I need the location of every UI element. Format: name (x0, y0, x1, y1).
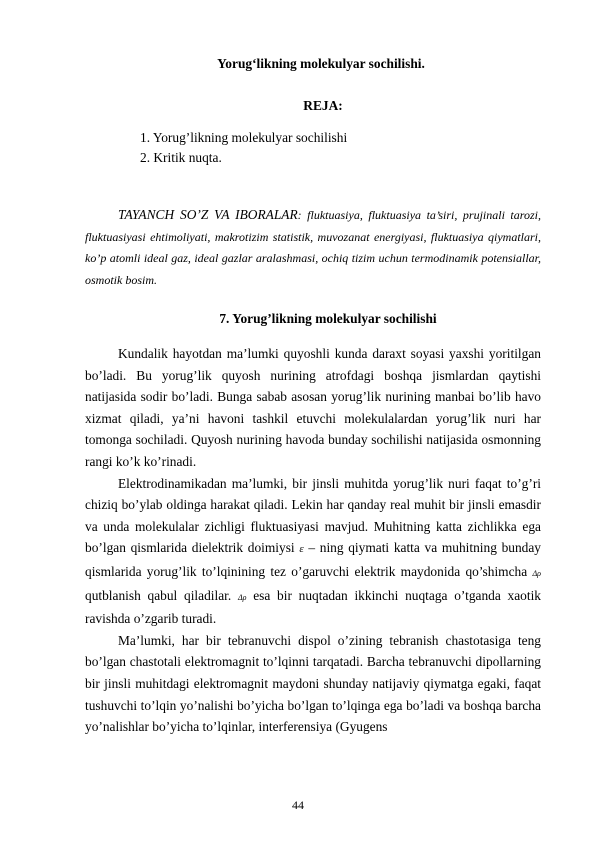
paragraph-2-text-c: qutblanish qabul qiladilar. (85, 587, 238, 603)
epsilon-symbol: ε (299, 543, 304, 556)
delta-rho-symbol: Δρ (237, 592, 247, 602)
delta-rho-symbol: Δρ (532, 568, 541, 578)
body-text (85, 343, 541, 738)
plan-list (140, 128, 347, 168)
keywords-block (85, 204, 541, 291)
plan-heading: REJA: (303, 98, 343, 113)
section-title: 7. Yorug’likning molekulyar sochilishi (219, 311, 437, 326)
paragraph-2-text-a: Elektrodinamikadan ma’lumki, bir jinsli muhitda yorug’lik nuri faqat to’g’ri chiziq bo’ylab oldinga harakat qiladi. Lekin har qanday real muhit bir jinsli emasdir va unda molekulalar zichligi fluktuasiyasi mavjud. Muhitning katta zichlikka ega bo’lgan qismlarida dielektrik doimiysi (85, 475, 541, 556)
paragraph-2 (85, 473, 541, 630)
page-number: 44 (292, 798, 304, 812)
paragraph-2-text-b: – ning qiymati katta va muhitning bunday qismlarida yorug’lik to’lqinining tez o’garuvchi elektrik maydonida qo’shimcha (85, 540, 541, 579)
keywords-list: : fluktuasiya, fluktuasiya ta’siri, prujinali tarozi, fluktuasiyasi ehtimoliyati, makrotizim statistik, muvozanat energiyasi, fluktuasiya qiymatlari, ko’p atomli ideal gaz, ideal gazlar aralashmasi, ochiq tizim uchun termodinamik potensiallar, osmotik bosim. (85, 208, 541, 287)
plan-item-1: 1. Yorug’likning molekulyar sochilishi (140, 130, 348, 145)
paragraph-3: Ma’lumki, har bir tebranuvchi dispol o’zining tebranish chastotasiga teng bo’lgan chastotali elektromagnit to’lqinni tarqatadi. Barcha tebranuvchi dipollarning bir jinsli muhitdagi elektromagnit maydoni shunday natijaviy qiymatga egaki, faqat tushuvchi to’lqin yo’nalishi bo’yicha bo’lgan to’lqinga ega bo’ladi va boshqa barcha yo’nalishlar bo’yicha to’lqinlar, interferensiya (Gyugens (85, 632, 541, 735)
paragraph-1: Kundalik hayotdan ma’lumki quyoshli kunda daraxt soyasi yaxshi yoritilgan bo’ladi. Bu yorug’lik quyosh nurining atrofdagi boshqa jismlardan qaytishi natijasida sodir bo’ladi. Bunga sabab asosan yorug’lik nurining manbai bo’lib havo xizmat qiladi, ya’ni havoni tashkil etuvchi molekulalardan yorug’lik nuri har tomonga sochiladi. Quyosh nurining havoda bunday sochilishi natijasida osmonning rangi ko’k ko’rinadi. (85, 346, 541, 469)
plan-item-2: 2. Kritik nuqta. (140, 150, 222, 165)
paragraph-2-text-d: esa bir nuqtadan ikkinchi nuqtaga o’tganda xaotik ravishda o’zgarib turadi. (85, 587, 541, 627)
keywords-heading: TAYANCH SO’Z VA IBORALAR (118, 207, 298, 222)
document-title: Yorug‘likning molekulyar sochilishi. (217, 56, 425, 71)
